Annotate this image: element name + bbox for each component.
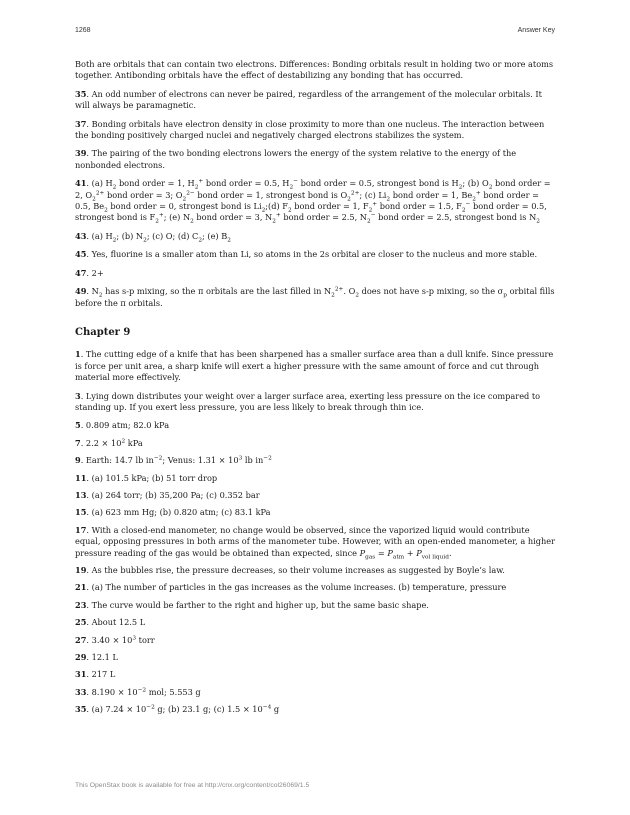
answer-text: About 12.5 L: [91, 617, 146, 628]
answer-number: 15: [75, 507, 87, 518]
answer-number: 49: [75, 286, 87, 297]
answer-23: 23. The curve would be farther to the right and higher up, but the same basic shape.: [75, 599, 429, 610]
answer-number: 23: [75, 599, 87, 610]
answer-text: The pairing of the two bonding electrons lowers the energy of the system relative to the energy of the nonbonded electrons.: [75, 148, 517, 170]
answer-text: (a) $H_2$ bond order = 1, $H_2^+$ bond order = 0.5, $H_2^-$ bond order = 0.5, strongest bond is $H_2$; (b) $O_2$ bond order = 2, $O_2^{2+}$ bond order = 3; $O_2^{2-}$ bond order = 1, strongest bond is $O_2^{2+}$; (c) $Li_2$ bond order = 1, $Be_2^+$ bond order = 0.5, $Be_2$ bond order = 0, strongest bond is $Li_2;(d)$ $F_2$ bond order = 1, $F_2^+$ bond order = 1.5, $F_2^-$ bond order = 0.5, strongest bond is $F_2^+$; (e) $N_2$ bond order = 3, $N_2^+$ bond order = 2.5, $N_2^-$ bond order = 2.5, strongest bond is $N_2$: [75, 178, 551, 226]
answer-number: 17: [75, 524, 87, 535]
answer-number: 35: [75, 88, 87, 99]
answer-number: 7: [75, 437, 81, 448]
answer-15: 15. (a) 623 mm Hg; (b) 0.820 atm; (c) 83.1 kPa: [75, 507, 271, 518]
answer-text: (a) $7.24 \times 10^{-2}$ g; (b) 23.1 g; (c) $1.5 \times 10^{-4}$ g: [91, 704, 280, 715]
answer-43: 43. (a) $H_2$; (b) $N_2$; (c) O; (d) $C_2$; (e) $B_2$: [75, 230, 231, 244]
answer-key-content: [75, 59, 557, 722]
answer-5: 5. 0.809 atm; 82.0 kPa: [75, 420, 170, 431]
answer-text: 0.809 atm; 82.0 kPa: [85, 420, 170, 431]
answer-number: 39: [75, 148, 87, 159]
answer-number: 45: [75, 249, 87, 260]
answer-text: $3.40 \times 10^3$ torr: [91, 634, 155, 645]
answer-9: 9. Earth: 14.7 lb $in^{-2}$; Venus: $1.31 \times 10^3$ lb $in^{-2}$: [75, 455, 272, 466]
answer-number: 19: [75, 565, 87, 575]
answer-number: 33: [75, 686, 87, 697]
answer-11: 11. (a) 101.5 kPa; (b) 51 torr drop: [75, 472, 218, 483]
answer-45: 45. Yes, fluorine is a smaller atom than Li, so atoms in the 2s orbital are closer to the nucleus and more stable.: [75, 249, 538, 260]
answer-number: 13: [75, 489, 87, 500]
answer-number: 43: [75, 230, 87, 241]
answer-37: 37. Bonding orbitals have electron density in close proximity to more than one nucleus. The interaction between the bonding positively charged nuclei and negatively charged electrons stabilizes the system.: [75, 118, 545, 141]
answer-39: 39. The pairing of the two bonding electrons lowers the energy of the system relative to the energy of the nonbonded electrons.: [75, 148, 517, 170]
answer-number: 1: [75, 349, 81, 360]
answer-49: 49. $N_2$ has s-p mixing, so the π orbitals are the last filled in $N_2^{2+}$. $O_2$ does not have s-p mixing, so the $\sigma_p$ orbital fills before the π orbitals.: [75, 286, 555, 308]
answer-text: Earth: 14.7 lb $in^{-2}$; Venus: $1.31 \times 10^3$ lb $in^{-2}$: [85, 455, 272, 466]
answer-number: 41: [75, 178, 87, 189]
answer-13: 13. (a) 264 torr; (b) 35,200 Pa; (c) 0.352 bar: [75, 489, 260, 500]
answer-number: 35: [75, 704, 87, 715]
answer-text: 2+: [91, 267, 104, 278]
answer-text: The curve would be farther to the right and higher up, but the same basic shape.: [91, 599, 429, 610]
answer-35-ch9: 35. (a) $7.24 \times 10^{-2}$ g; (b) 23.1 g; (c) $1.5 \times 10^{-4}$ g: [75, 704, 280, 715]
answer-text: (a) 264 torr; (b) 35,200 Pa; (c) 0.352 bar: [91, 489, 260, 500]
answer-text: $2.2 \times 10^2$ kPa: [85, 437, 143, 448]
answer-number: 11: [75, 472, 87, 483]
answer-number: 21: [75, 582, 87, 593]
running-header: Answer Key: [517, 27, 555, 34]
answer-41: 41. (a) $H_2$ bond order = 1, $H_2^+$ bond order = 0.5, $H_2^-$ bond order = 0.5, strongest bond is $H_2$; (b) $O_2$ bond order = 2, $O_2^{2+}$ bond order = 3; $O_2^{2-}$ bond order = 1, strongest bond is $O_2^{2+}$; (c) $Li_2$ bond order = 1, $Be_2^+$ bond order = 0.5, $Be_2$ bond order = 0, strongest bond is $Li_2;(d)$ $F_2$ bond order = 1, $F_2^+$ bond order = 1.5, $F_2^-$ bond order = 0.5, strongest bond is $F_2^+$; (e) $N_2$ bond order = 3, $N_2^+$ bond order = 2.5, $N_2^-$ bond order = 2.5, strongest bond is $N_2$: [75, 178, 551, 226]
answer-text: An odd number of electrons can never be paired, regardless of the arrangement of the molecular orbitals. It will always be paramagnetic.: [75, 88, 542, 111]
answer-text: $8.190 \times 10^{-2}$ mol; 5.553 g: [91, 686, 201, 697]
answer-1: 1. The cutting edge of a knife that has been sharpened has a smaller surface area than a dull knife. Since pressure is force per unit area, a sharp knife will exert a higher pressure with the same amount of force and cut through material more effectively.: [75, 349, 554, 383]
answer-text: With a closed-end manometer, no change would be observed, since the vaporized liquid would contribute equal, opposing pressures in both arms of the manometer tube. However, with an open-ended manometer, a higher pressure reading of the gas would be obtained than expected, since $P_{gas} = P_{atm} + P_{vol liquid}$.: [75, 524, 556, 561]
answer-25: 25. About 12.5 L: [75, 617, 146, 628]
answer-text: $N_2$ has s-p mixing, so the π orbitals are the last filled in $N_2^{2+}$. $O_2$ does not have s-p mixing, so the $\sigma_p$ orbital fills before the π orbitals.: [75, 286, 555, 308]
answer-number: 31: [75, 669, 87, 680]
answer-number: 5: [75, 420, 81, 431]
answer-47: 47. 2+: [75, 267, 104, 278]
answer-19: 19. As the bubbles rise, the pressure decreases, so their volume increases as suggested by Boyle’s law.: [75, 565, 505, 575]
answer-31: 31. 217 L: [75, 669, 116, 680]
answer-text: (a) $H_2$; (b) $N_2$; (c) O; (d) $C_2$; (e) $B_2$: [91, 230, 231, 244]
answer-number: 25: [75, 617, 87, 628]
answer-intro-paragraph: Both are orbitals that can contain two electrons. Differences: Bonding orbitals result in holding two or more atoms together. Antibonding orbitals have the effect of destabilizing any bonding that has occurred.: [75, 59, 554, 81]
answer-3: 3. Lying down distributes your weight over a larger surface area, exerting less pressure on the ice compared to standing up. If you exert less pressure, you are less likely to break through thin ice.: [75, 390, 541, 412]
answer-17: 17. With a closed-end manometer, no change would be observed, since the vaporized liquid would contribute equal, opposing pressures in both arms of the manometer tube. However, with an open-ended manometer, a higher pressure reading of the gas would be obtained than expected, since $P_{gas} = P_{atm} + P_{vol liquid}$.: [75, 524, 556, 561]
answer-text: As the bubbles rise, the pressure decreases, so their volume increases as suggested by Boyle’s law.: [91, 565, 505, 575]
answer-text: Lying down distributes your weight over a larger surface area, exerting less pressure on the ice compared to standing up. If you exert less pressure, you are less likely to break through thin ice.: [75, 390, 541, 412]
answer-text: The cutting edge of a knife that has been sharpened has a smaller surface area than a dull knife. Since pressure is force per unit area, a sharp knife will exert a higher pressure with the same amount of force and cut through material more effectively.: [75, 349, 554, 383]
answer-29: 29. 12.1 L: [75, 652, 118, 663]
answer-text: (a) 101.5 kPa; (b) 51 torr drop: [91, 472, 218, 483]
chapter-heading: Chapter 9: [75, 326, 131, 338]
answer-text: (a) The number of particles in the gas increases as the volume increases. (b) temperature, pressure: [91, 582, 507, 593]
answer-35: 35. An odd number of electrons can never be paired, regardless of the arrangement of the molecular orbitals. It will always be paramagnetic.: [75, 88, 542, 111]
answer-number: 9: [75, 455, 81, 466]
answer-number: 37: [75, 118, 87, 129]
answer-text: Yes, fluorine is a smaller atom than Li, so atoms in the 2s orbital are closer to the nucleus and more stable.: [91, 249, 538, 260]
answer-33: 33. $8.190 \times 10^{-2}$ mol; 5.553 g: [75, 686, 201, 697]
page-number: 1268: [75, 27, 91, 34]
answer-7: 7. $2.2 \times 10^2$ kPa: [75, 437, 143, 448]
answer-21: 21. (a) The number of particles in the gas increases as the volume increases. (b) temperature, pressure: [75, 582, 507, 593]
answer-text: (a) 623 mm Hg; (b) 0.820 atm; (c) 83.1 kPa: [91, 507, 271, 518]
answer-number: 47: [75, 267, 87, 278]
answer-number: 27: [75, 634, 87, 645]
answer-text: 217 L: [91, 669, 116, 680]
answer-number: 29: [75, 652, 87, 663]
answer-number: 3: [75, 390, 81, 401]
answer-27: 27. $3.40 \times 10^3$ torr: [75, 634, 155, 645]
page-footer: This OpenStax book is available for free at http://cnx.org/content/col26069/1.5: [75, 782, 310, 789]
answer-text: 12.1 L: [91, 652, 118, 663]
answer-text: Bonding orbitals have electron density in close proximity to more than one nucleus. The interaction between the bonding positively charged nuclei and negatively charged electrons stabilizes the system.: [75, 118, 545, 141]
